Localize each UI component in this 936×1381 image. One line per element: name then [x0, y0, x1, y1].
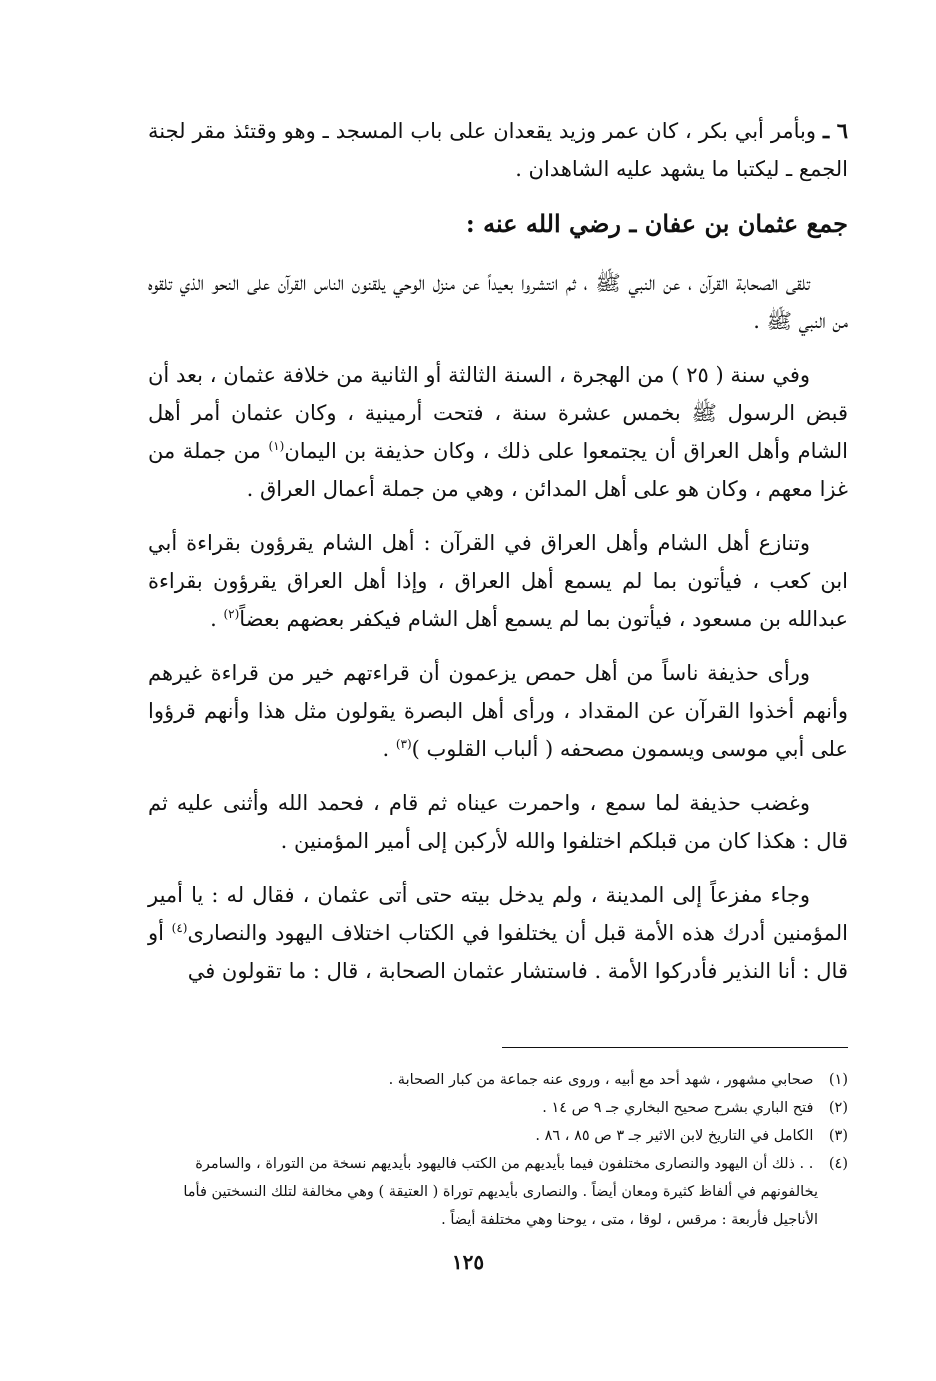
paragraph-2-text-a: وفي سنة ( ٢٥ ) من الهجرة ، السنة الثالثة أو الثانية من خلافة عثمان ، بعد أن قبض الرسول ﷺ بخمس عشرة سنة ، فتحت أرمينية ، وكان عثمان أمر أهل الشام وأهل العراق أن يجتمعوا على ذلك ، وكان حذيفة بن اليمان [148, 363, 849, 463]
item-6-paragraph [148, 112, 848, 188]
paragraph-3-text-b: . [210, 607, 217, 631]
paragraph-2-text-b: من جملة من غزا معهم ، وكان هو على أهل المدائن ، وهي من جملة أعمال العراق . [148, 439, 848, 501]
footnote-text: الكامل في التاريخ لابن الاثير جـ ٣ ص ٨٥ ، ٨٦ . [535, 1128, 814, 1144]
footnote-number: (٤) [828, 1156, 848, 1172]
item-6-text: وبأمر أبي بكر ، كان عمر وزيد يقعدان على باب المسجد ـ وهو وقتئذ مقر لجنة الجمع ـ ليكتبا ما يشهد عليه الشاهدان . [148, 119, 848, 181]
paragraph-1: تلقى الصحابة القرآن ، عن النبي ﷺ ، ثم انتشروا بعيداً عن منزل الوحي يلقنون الناس القرآن على النحو الذي تلقوه من النبي ﷺ . [148, 271, 848, 333]
footnote-divider [502, 1047, 848, 1048]
footnote-4-continued: يخالفونهم في ألفاظ كثيرة ومعان أيضاً . والنصارى بأيديهم توراة ( العتيقة ) وهي مخالفة لتلك النسختين فأما الأناجيل فأربعة : مرقس ، لوقا ، متى ، يوحنا وهي مختلفة أيضاً . [183, 1184, 818, 1228]
footnote-text: صحابي مشهور ، شهد أحد مع أبيه ، وروى عنه جماعة من كبار الصحابة . [388, 1072, 814, 1088]
footnote-text: فتح الباري بشرح صحيح البخاري جـ ٩ ص ١٤ . [542, 1100, 814, 1116]
footnote-ref-3: (٣) [395, 737, 412, 751]
paragraph-4 [148, 654, 848, 768]
footnote-text: . . ذلك أن اليهود والنصارى مختلفون فيما بأيديهم من الكتب فاليهود بأيديهم نسخة من التوراة ، والسامرة [195, 1156, 814, 1172]
footnote-number: (٢) [828, 1100, 848, 1116]
paragraph-6-text-a: وجاء مفزعاً إلى المدينة ، ولم يدخل بيته حتى أتى عثمان ، فقال له : يا أمير المؤمنين أدرك هذه الأمة قبل أن يختلفوا في الكتاب اختلاف اليهود والنصارى [148, 883, 848, 945]
paragraph-6 [148, 876, 848, 990]
footnote-ref-2: (٢) [223, 607, 240, 621]
footnote-ref-4: (٤) [171, 921, 188, 935]
paragraph-3-text-a: وتنازع أهل الشام وأهل العراق في القرآن : أهل الشام يقرؤون بقراءة أبي ابن كعب ، فيأتون بما لم يسمع أهل العراق ، وإذا أهل العراق يقرؤون بقراءة عبدالله بن مسعود ، فيأتون بما لم يسمع أهل الشام فيكفر بعضهم بعضاً [148, 531, 848, 631]
footnote-ref-1: (١) [268, 439, 285, 453]
paragraph-4-text-b: . [382, 737, 390, 761]
paragraph-5: وغضب حذيفة لما سمع ، واحمرت عيناه ثم قام ، فحمد الله وأثنى عليه ثم قال : هكذا كان من قبلكم اختلفوا والله لأركبن إلى أمير المؤمنين . [148, 791, 848, 853]
section-heading: جمع عثمان بن عفان ـ رضي الله عنه : [465, 209, 848, 238]
paragraph-2 [148, 356, 848, 508]
main-text [148, 112, 848, 1006]
page-number: ١٢٥ [451, 1250, 485, 1274]
paragraph-4-text-a: ورأى حذيفة ناساً من أهل حمص يزعمون أن قراءتهم خير من قراءة غيرهم وأنهم أخذوا القرآن عن المقداد ، ورأى أهل البصرة يقولون مثل هذا وأنهم قرؤوا على أبي موسى ويسمون مصحفه ( ألباب القلوب ) [148, 661, 848, 761]
paragraph-3 [148, 524, 848, 638]
footnote-number: (٣) [828, 1128, 848, 1144]
footnotes [148, 1066, 848, 1234]
footnote-1 [148, 1066, 848, 1094]
footnote-number: (١) [828, 1072, 848, 1088]
footnote-2 [148, 1094, 848, 1122]
footnote-4 [148, 1150, 848, 1178]
footnote-3 [148, 1122, 848, 1150]
paragraph-6-text-b: أو قال : أنا النذير فأدركوا الأمة . فاستشار عثمان الصحابة ، قال : ما تقولون في [148, 921, 848, 983]
item-6-number: ٦ ـ [822, 118, 848, 143]
